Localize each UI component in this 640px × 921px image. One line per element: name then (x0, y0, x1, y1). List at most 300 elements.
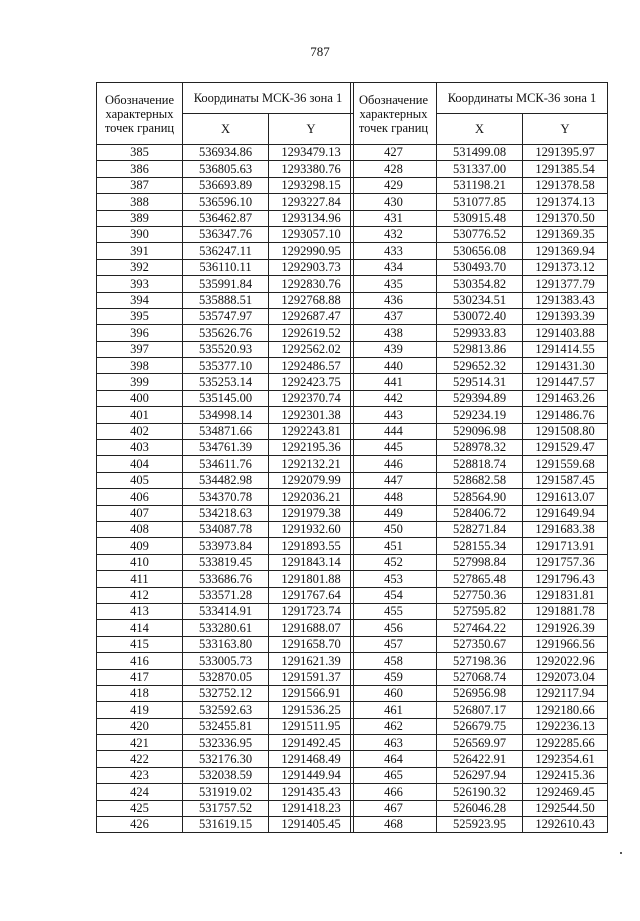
cell-point: 418 (97, 685, 183, 701)
cell-point: 404 (97, 456, 183, 472)
table-row (97, 161, 354, 177)
cell-x: 529394.89 (437, 390, 523, 406)
table-row (97, 145, 354, 161)
cell-x: 526046.28 (437, 800, 523, 816)
table-row (351, 472, 608, 488)
cell-y: 1291373.12 (523, 259, 608, 275)
cell-x: 534087.78 (183, 521, 269, 537)
coordinates-table-right (350, 82, 608, 833)
cell-x: 528818.74 (437, 456, 523, 472)
cell-x: 535991.84 (183, 276, 269, 292)
cell-point: 421 (97, 735, 183, 751)
cell-y: 1291369.35 (523, 226, 608, 242)
cell-point: 456 (351, 620, 437, 636)
cell-x: 528155.34 (437, 538, 523, 554)
cell-x: 536934.86 (183, 145, 269, 161)
cell-x: 533280.61 (183, 620, 269, 636)
table-row (351, 292, 608, 308)
cell-y: 1291536.25 (269, 702, 354, 718)
cell-point: 403 (97, 440, 183, 456)
table-row (351, 259, 608, 275)
cell-point: 450 (351, 521, 437, 537)
cell-point: 396 (97, 325, 183, 341)
cell-point: 459 (351, 669, 437, 685)
cell-point: 423 (97, 767, 183, 783)
cell-y: 1291508.80 (523, 423, 608, 439)
cell-y: 1291796.43 (523, 571, 608, 587)
cell-point: 433 (351, 243, 437, 259)
table-row (351, 571, 608, 587)
cell-x: 535377.10 (183, 358, 269, 374)
cell-x: 525923.95 (437, 817, 523, 833)
cell-x: 535520.93 (183, 341, 269, 357)
table-row (97, 538, 354, 554)
cell-point: 409 (97, 538, 183, 554)
cell-x: 535626.76 (183, 325, 269, 341)
cell-x: 534998.14 (183, 407, 269, 423)
cell-point: 431 (351, 210, 437, 226)
table-row (351, 702, 608, 718)
header-y: Y (269, 114, 354, 145)
cell-point: 437 (351, 308, 437, 324)
cell-y: 1291463.26 (523, 390, 608, 406)
table-row (97, 489, 354, 505)
table-row (97, 817, 354, 833)
cell-x: 532870.05 (183, 669, 269, 685)
cell-y: 1291395.97 (523, 145, 608, 161)
cell-point: 414 (97, 620, 183, 636)
cell-x: 526569.97 (437, 735, 523, 751)
cell-x: 529096.98 (437, 423, 523, 439)
table-row (97, 308, 354, 324)
cell-y: 1292301.38 (269, 407, 354, 423)
table-body-left (97, 145, 354, 833)
cell-y: 1291881.78 (523, 603, 608, 619)
cell-y: 1293057.10 (269, 226, 354, 242)
cell-y: 1291374.13 (523, 194, 608, 210)
cell-point: 453 (351, 571, 437, 587)
cell-point: 441 (351, 374, 437, 390)
cell-x: 534482.98 (183, 472, 269, 488)
cell-y: 1292195.36 (269, 440, 354, 456)
table-row (351, 194, 608, 210)
cell-x: 528978.32 (437, 440, 523, 456)
cell-y: 1292423.75 (269, 374, 354, 390)
cell-point: 392 (97, 259, 183, 275)
table-row (351, 440, 608, 456)
cell-x: 527350.67 (437, 636, 523, 652)
table-row (97, 407, 354, 423)
table-row (97, 341, 354, 357)
cell-y: 1291591.37 (269, 669, 354, 685)
header-y: Y (523, 114, 608, 145)
table-row (351, 145, 608, 161)
cell-x: 530915.48 (437, 210, 523, 226)
cell-y: 1291932.60 (269, 521, 354, 537)
cell-x: 533686.76 (183, 571, 269, 587)
table-row (351, 685, 608, 701)
cell-point: 443 (351, 407, 437, 423)
cell-y: 1292469.45 (523, 784, 608, 800)
cell-point: 424 (97, 784, 183, 800)
cell-point: 447 (351, 472, 437, 488)
cell-point: 393 (97, 276, 183, 292)
cell-y: 1292486.57 (269, 358, 354, 374)
cell-point: 430 (351, 194, 437, 210)
cell-point: 389 (97, 210, 183, 226)
cell-y: 1291566.91 (269, 685, 354, 701)
cell-x: 530072.40 (437, 308, 523, 324)
cell-point: 454 (351, 587, 437, 603)
cell-x: 527198.36 (437, 653, 523, 669)
table-row (351, 718, 608, 734)
cell-y: 1292370.74 (269, 390, 354, 406)
table-row (97, 390, 354, 406)
cell-point: 444 (351, 423, 437, 439)
cell-point: 399 (97, 374, 183, 390)
cell-point: 386 (97, 161, 183, 177)
cell-point: 427 (351, 145, 437, 161)
cell-x: 534370.78 (183, 489, 269, 505)
cell-x: 529813.86 (437, 341, 523, 357)
cell-y: 1291831.81 (523, 587, 608, 603)
cell-y: 1292544.50 (523, 800, 608, 816)
cell-y: 1291449.94 (269, 767, 354, 783)
table-row (351, 358, 608, 374)
header-x: X (437, 114, 523, 145)
table-row (97, 423, 354, 439)
cell-point: 467 (351, 800, 437, 816)
cell-x: 528271.84 (437, 521, 523, 537)
cell-y: 1292619.52 (269, 325, 354, 341)
cell-y: 1292687.47 (269, 308, 354, 324)
cell-y: 1291393.39 (523, 308, 608, 324)
cell-y: 1292415.36 (523, 767, 608, 783)
cell-x: 531919.02 (183, 784, 269, 800)
cell-x: 529234.19 (437, 407, 523, 423)
cell-y: 1291431.30 (523, 358, 608, 374)
cell-point: 448 (351, 489, 437, 505)
cell-point: 413 (97, 603, 183, 619)
table-row (351, 538, 608, 554)
cell-point: 401 (97, 407, 183, 423)
cell-y: 1292354.61 (523, 751, 608, 767)
table-row (351, 407, 608, 423)
cell-y: 1293380.76 (269, 161, 354, 177)
cell-x: 526956.98 (437, 685, 523, 701)
cell-x: 532336.95 (183, 735, 269, 751)
cell-point: 417 (97, 669, 183, 685)
cell-point: 461 (351, 702, 437, 718)
cell-y: 1291447.57 (523, 374, 608, 390)
cell-y: 1292610.43 (523, 817, 608, 833)
table-row (97, 554, 354, 570)
table-row (97, 358, 354, 374)
cell-point: 463 (351, 735, 437, 751)
cell-y: 1291757.36 (523, 554, 608, 570)
cell-point: 466 (351, 784, 437, 800)
cell-point: 462 (351, 718, 437, 734)
cell-point: 451 (351, 538, 437, 554)
table-body-right (351, 145, 608, 833)
cell-point: 422 (97, 751, 183, 767)
cell-point: 407 (97, 505, 183, 521)
table-row (351, 521, 608, 537)
table-row (97, 292, 354, 308)
cell-point: 436 (351, 292, 437, 308)
cell-x: 527998.84 (437, 554, 523, 570)
cell-x: 534871.66 (183, 423, 269, 439)
table-row (97, 636, 354, 652)
cell-point: 402 (97, 423, 183, 439)
table-row (97, 226, 354, 242)
table-row (97, 718, 354, 734)
table-row (351, 735, 608, 751)
cell-x: 536347.76 (183, 226, 269, 242)
cell-y: 1291529.47 (523, 440, 608, 456)
table-row (351, 817, 608, 833)
table-row (351, 276, 608, 292)
cell-point: 432 (351, 226, 437, 242)
table-row (351, 456, 608, 472)
cell-x: 531619.15 (183, 817, 269, 833)
cell-y: 1291492.45 (269, 735, 354, 751)
table-row (97, 603, 354, 619)
table-row (97, 374, 354, 390)
cell-x: 532176.30 (183, 751, 269, 767)
cell-y: 1292768.88 (269, 292, 354, 308)
cell-x: 526679.75 (437, 718, 523, 734)
cell-point: 397 (97, 341, 183, 357)
table-row (97, 259, 354, 275)
cell-point: 452 (351, 554, 437, 570)
table-row (97, 521, 354, 537)
cell-x: 530234.51 (437, 292, 523, 308)
cell-point: 415 (97, 636, 183, 652)
cell-y: 1291369.94 (523, 243, 608, 259)
cell-x: 527595.82 (437, 603, 523, 619)
cell-y: 1291767.64 (269, 587, 354, 603)
cell-x: 529514.31 (437, 374, 523, 390)
cell-y: 1291843.14 (269, 554, 354, 570)
cell-y: 1291688.07 (269, 620, 354, 636)
header-point-designation: Обозначение характерных точек границ (351, 83, 437, 145)
cell-point: 425 (97, 800, 183, 816)
table-row (97, 276, 354, 292)
table-row (97, 685, 354, 701)
table-row (97, 800, 354, 816)
table-row (97, 587, 354, 603)
cell-y: 1291893.55 (269, 538, 354, 554)
cell-y: 1291405.45 (269, 817, 354, 833)
cell-x: 535145.00 (183, 390, 269, 406)
cell-y: 1292180.66 (523, 702, 608, 718)
table-row (97, 784, 354, 800)
table-row (351, 390, 608, 406)
cell-x: 526422.91 (437, 751, 523, 767)
cell-y: 1291378.58 (523, 177, 608, 193)
cell-point: 385 (97, 145, 183, 161)
cell-point: 400 (97, 390, 183, 406)
cell-y: 1291979.38 (269, 505, 354, 521)
cell-y: 1293227.84 (269, 194, 354, 210)
cell-x: 532752.12 (183, 685, 269, 701)
table-row (351, 423, 608, 439)
cell-y: 1291683.38 (523, 521, 608, 537)
cell-point: 408 (97, 521, 183, 537)
table-row (97, 735, 354, 751)
cell-x: 532038.59 (183, 767, 269, 783)
cell-y: 1291713.91 (523, 538, 608, 554)
cell-x: 532592.63 (183, 702, 269, 718)
table-row (351, 636, 608, 652)
cell-x: 528682.58 (437, 472, 523, 488)
cell-point: 388 (97, 194, 183, 210)
cell-x: 526297.94 (437, 767, 523, 783)
cell-x: 526807.17 (437, 702, 523, 718)
table-row (351, 226, 608, 242)
table-row (97, 177, 354, 193)
cell-y: 1293479.13 (269, 145, 354, 161)
table-row (351, 653, 608, 669)
cell-x: 530493.70 (437, 259, 523, 275)
cell-point: 458 (351, 653, 437, 669)
cell-y: 1291801.88 (269, 571, 354, 587)
table-row (351, 767, 608, 783)
cell-x: 528564.90 (437, 489, 523, 505)
table-row (351, 505, 608, 521)
cell-x: 527865.48 (437, 571, 523, 587)
cell-point: 406 (97, 489, 183, 505)
cell-y: 1292903.73 (269, 259, 354, 275)
cell-x: 536596.10 (183, 194, 269, 210)
table-row (351, 784, 608, 800)
scan-speck (620, 852, 622, 854)
cell-point: 410 (97, 554, 183, 570)
cell-x: 536110.11 (183, 259, 269, 275)
cell-x: 533163.80 (183, 636, 269, 652)
cell-x: 535888.51 (183, 292, 269, 308)
cell-y: 1291966.56 (523, 636, 608, 652)
cell-y: 1291649.94 (523, 505, 608, 521)
cell-y: 1293298.15 (269, 177, 354, 193)
cell-y: 1291723.74 (269, 603, 354, 619)
table-row (97, 440, 354, 456)
table-row (351, 243, 608, 259)
cell-x: 536462.87 (183, 210, 269, 226)
cell-y: 1292285.66 (523, 735, 608, 751)
cell-y: 1291370.50 (523, 210, 608, 226)
cell-point: 429 (351, 177, 437, 193)
cell-y: 1291511.95 (269, 718, 354, 734)
cell-point: 428 (351, 161, 437, 177)
cell-x: 533973.84 (183, 538, 269, 554)
table-row (351, 325, 608, 341)
cell-x: 533005.73 (183, 653, 269, 669)
cell-y: 1291435.43 (269, 784, 354, 800)
cell-x: 536693.89 (183, 177, 269, 193)
cell-y: 1291621.39 (269, 653, 354, 669)
cell-x: 535747.97 (183, 308, 269, 324)
cell-x: 531757.52 (183, 800, 269, 816)
table-row (351, 341, 608, 357)
cell-point: 460 (351, 685, 437, 701)
table-row (351, 210, 608, 226)
cell-y: 1292236.13 (523, 718, 608, 734)
cell-y: 1291403.88 (523, 325, 608, 341)
cell-x: 526190.32 (437, 784, 523, 800)
cell-point: 411 (97, 571, 183, 587)
cell-y: 1292243.81 (269, 423, 354, 439)
table-row (97, 505, 354, 521)
cell-y: 1291468.49 (269, 751, 354, 767)
cell-y: 1292022.96 (523, 653, 608, 669)
cell-point: 435 (351, 276, 437, 292)
cell-x: 529933.83 (437, 325, 523, 341)
cell-y: 1291377.79 (523, 276, 608, 292)
cell-x: 533819.45 (183, 554, 269, 570)
cell-point: 464 (351, 751, 437, 767)
page-number: 787 (310, 44, 330, 59)
cell-point: 420 (97, 718, 183, 734)
table-row (97, 243, 354, 259)
cell-y: 1292562.02 (269, 341, 354, 357)
cell-x: 530354.82 (437, 276, 523, 292)
cell-y: 1292036.21 (269, 489, 354, 505)
cell-point: 391 (97, 243, 183, 259)
header-coordinates: Координаты МСК-36 зона 1 (437, 83, 608, 114)
table-row (97, 325, 354, 341)
cell-point: 387 (97, 177, 183, 193)
table-row (351, 161, 608, 177)
cell-x: 530776.52 (437, 226, 523, 242)
cell-x: 530656.08 (437, 243, 523, 259)
cell-y: 1292132.21 (269, 456, 354, 472)
cell-x: 528406.72 (437, 505, 523, 521)
cell-x: 527750.36 (437, 587, 523, 603)
cell-x: 533414.91 (183, 603, 269, 619)
cell-x: 531337.00 (437, 161, 523, 177)
cell-x: 533571.28 (183, 587, 269, 603)
cell-point: 412 (97, 587, 183, 603)
cell-y: 1292830.76 (269, 276, 354, 292)
cell-point: 439 (351, 341, 437, 357)
cell-y: 1292117.94 (523, 685, 608, 701)
cell-point: 426 (97, 817, 183, 833)
cell-x: 534761.39 (183, 440, 269, 456)
cell-y: 1291926.39 (523, 620, 608, 636)
table-row (97, 702, 354, 718)
cell-x: 531499.08 (437, 145, 523, 161)
cell-y: 1291486.76 (523, 407, 608, 423)
cell-y: 1291385.54 (523, 161, 608, 177)
coordinates-table-left (96, 82, 354, 833)
cell-point: 440 (351, 358, 437, 374)
cell-x: 534218.63 (183, 505, 269, 521)
table-row (97, 767, 354, 783)
cell-y: 1292990.95 (269, 243, 354, 259)
cell-x: 535253.14 (183, 374, 269, 390)
cell-point: 434 (351, 259, 437, 275)
table-row (351, 669, 608, 685)
header-point-designation: Обозначение характерных точек границ (97, 83, 183, 145)
cell-point: 390 (97, 226, 183, 242)
cell-point: 449 (351, 505, 437, 521)
cell-point: 405 (97, 472, 183, 488)
cell-y: 1291658.70 (269, 636, 354, 652)
cell-y: 1292079.99 (269, 472, 354, 488)
cell-point: 465 (351, 767, 437, 783)
